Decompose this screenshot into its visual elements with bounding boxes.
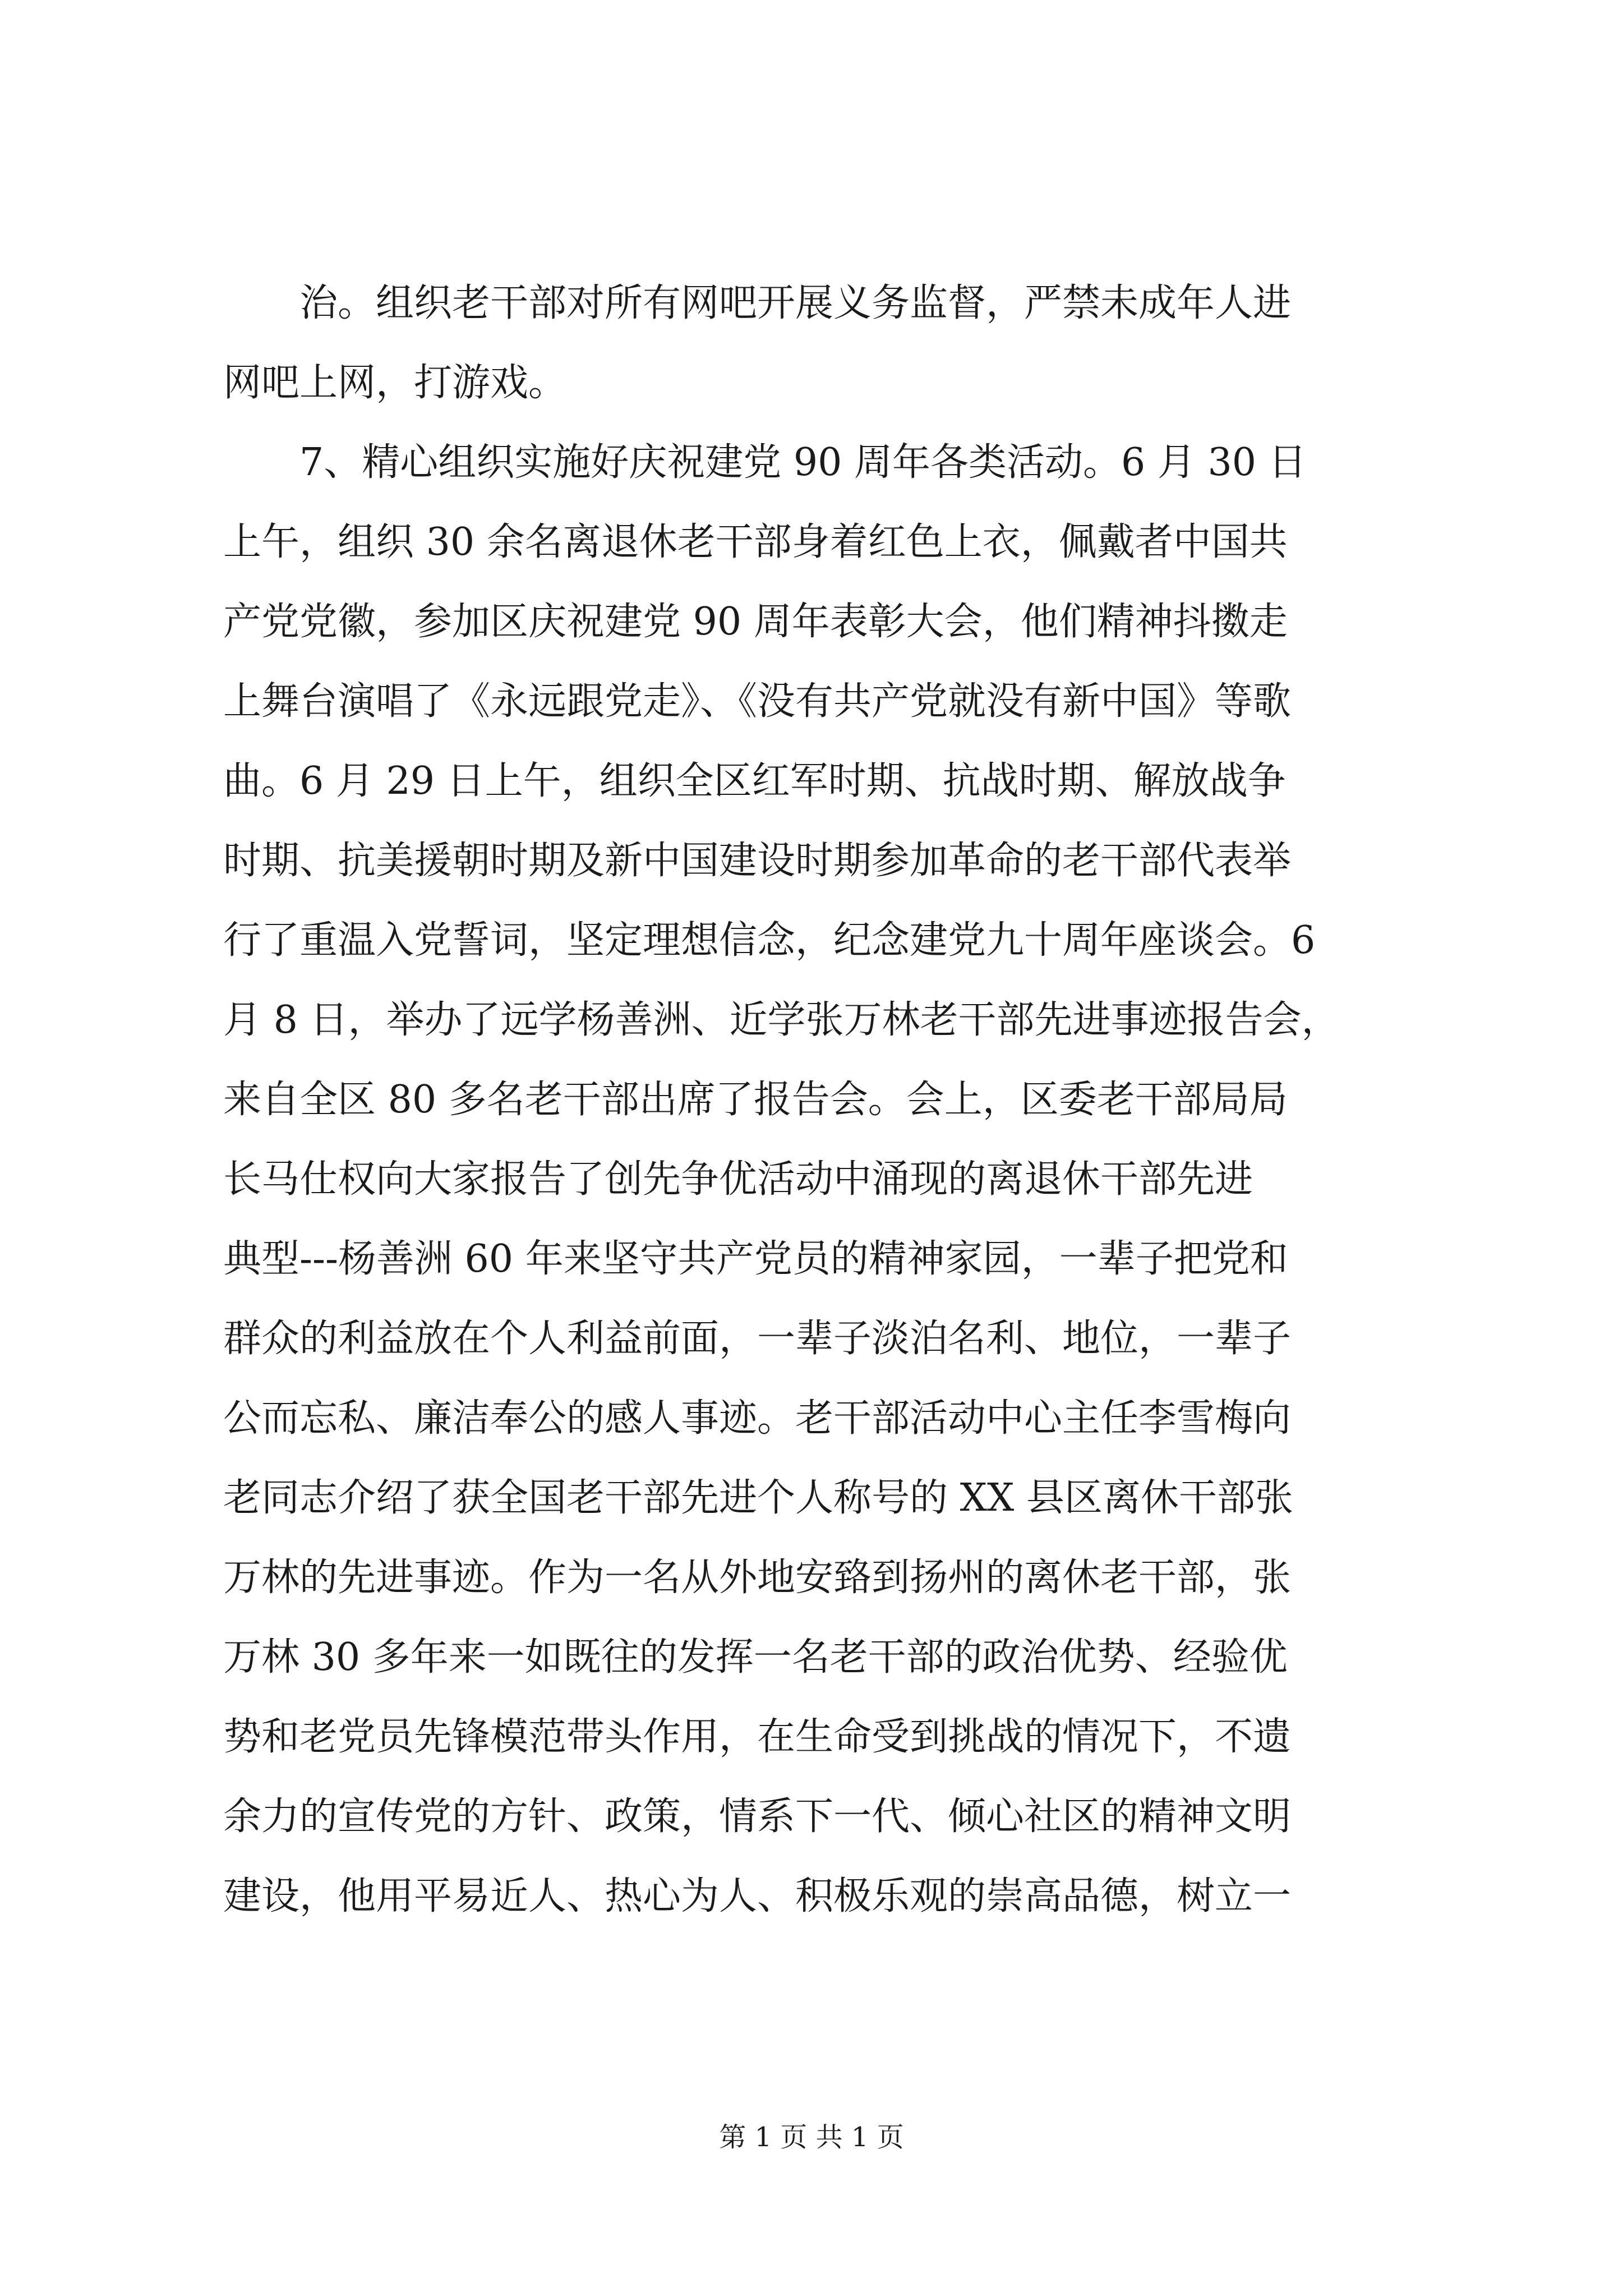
text-line: 曲。6 月 29 日上午，组织全区红军时期、抗战时期、解放战争 — [223, 759, 1286, 803]
text-line: 万林 30 多年来一如既往的发挥一名老干部的政治优势、经验优 — [223, 1635, 1288, 1680]
text-line: 行了重温入党誓词，坚定理想信念，纪念建党九十周年座谈会。6 — [223, 918, 1316, 963]
text-line: 月 8 日，举办了远学杨善洲、近学张万林老干部先进事迹报告会， — [223, 998, 1340, 1042]
text-line: 上舞台演唱了《永远跟党走》、《没有共产党就没有新中国》等歌 — [223, 679, 1292, 724]
text-line: 来自全区 80 多名老干部出席了报告会。会上，区委老干部局局 — [223, 1078, 1288, 1122]
text-line: 7、精心组织实施好庆祝建党 90 周年各类活动。6 月 30 日 — [299, 440, 1307, 485]
text-line: 余力的宣传党的方针、政策，情系下一代、倾心社区的精神文明 — [223, 1795, 1292, 1839]
text-line: 产党党徽，参加区庆祝建党 90 周年表彰大会，他们精神抖擞走 — [223, 600, 1288, 644]
text-line: 治。组织老干部对所有网吧开展义务监督，严禁未成年人进 — [299, 281, 1292, 325]
text-line: 时期、抗美援朝时期及新中国建设时期参加革命的老干部代表举 — [223, 839, 1292, 883]
text-line: 万林的先进事迹。作为一名从外地安臵到扬州的离休老干部，张 — [223, 1556, 1292, 1600]
text-line: 建设，他用平易近人、热心为人、积极乐观的崇高品德，树立一 — [223, 1874, 1292, 1918]
text-line: 公而忘私、廉洁奉公的感人事迹。老干部活动中心主任李雪梅向 — [223, 1396, 1292, 1441]
text-line: 老同志介绍了获全国老干部先进个人称号的 XX 县区离休干部张 — [223, 1476, 1294, 1520]
text-line: 网吧上网，打游戏。 — [223, 361, 567, 405]
body-text — [223, 264, 1446, 1936]
text-line: 势和老党员先锋模范带头作用，在生命受到挑战的情况下，不遗 — [223, 1715, 1292, 1759]
text-line: 典型---杨善洲 60 年来坚守共产党员的精神家园，一辈子把党和 — [223, 1237, 1288, 1281]
page-footer: 第 1 页 共 1 页 — [719, 2122, 904, 2153]
text-line: 上午，组织 30 余名离退休老干部身着红色上衣，佩戴者中国共 — [223, 520, 1288, 564]
text-line: 长马仕权向大家报告了创先争优活动中涌现的离退休干部先进 — [223, 1157, 1253, 1202]
text-line: 群众的利益放在个人利益前面，一辈子淡泊名利、地位，一辈子 — [223, 1317, 1292, 1361]
